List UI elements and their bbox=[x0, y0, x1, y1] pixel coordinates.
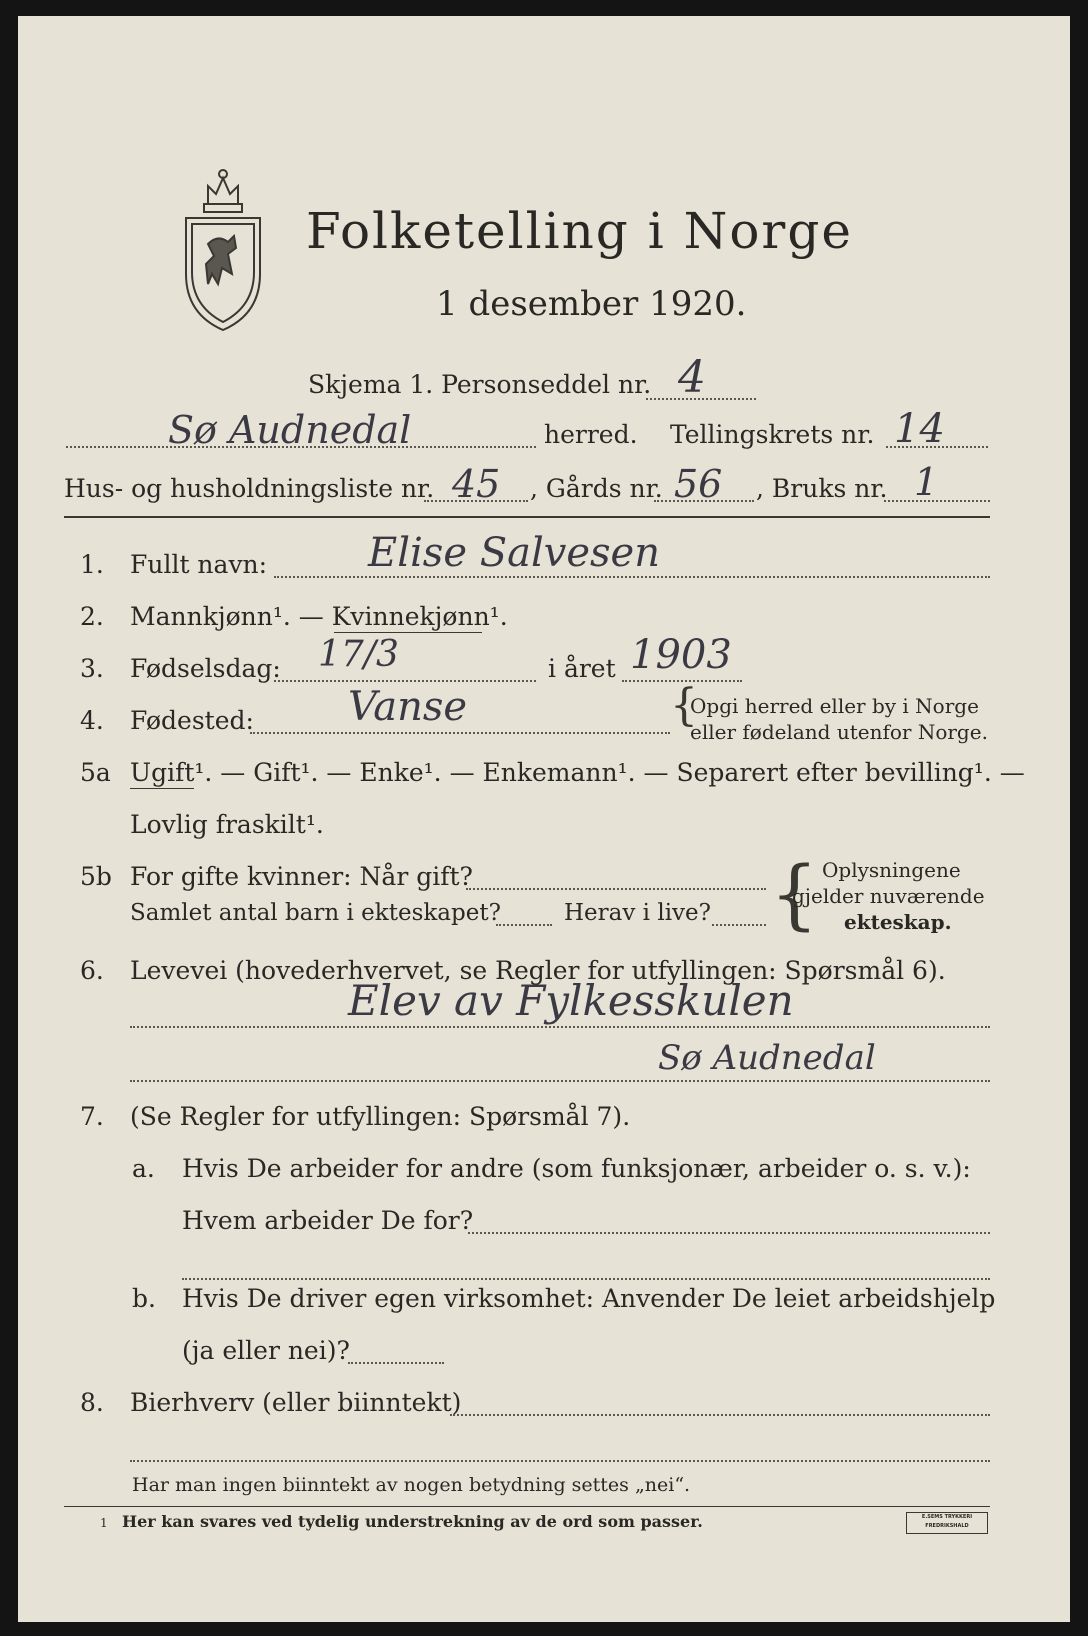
q5a-number: 5a bbox=[80, 758, 111, 787]
q4-note-line1: Opgi herred eller by i Norge bbox=[690, 694, 979, 718]
q7b-line1: Hvis De driver egen virksomhet: Anvender De leiet arbeidshjelp bbox=[182, 1284, 996, 1313]
form-date: 1 desember 1920. bbox=[436, 284, 747, 324]
q8-number: 8. bbox=[80, 1388, 104, 1417]
bruks-nr-value[interactable]: 1 bbox=[914, 460, 939, 504]
tellingskrets-label: Tellingskrets nr. bbox=[670, 420, 875, 449]
q3-year-label: i året bbox=[548, 654, 616, 683]
employer-field[interactable] bbox=[468, 1232, 990, 1234]
personseddel-nr-value[interactable]: 4 bbox=[678, 352, 706, 403]
printer-stamp: E.SEMS TRYKKERI FREDRIKSHALD bbox=[906, 1512, 988, 1534]
q7a-letter: a. bbox=[132, 1154, 155, 1183]
occupation-place-value[interactable]: Sø Audnedal bbox=[658, 1038, 876, 1078]
hired-help-field[interactable] bbox=[348, 1362, 444, 1364]
q6-label: Levevei (hovederhvervet, se Regler for utfyllingen: Spørsmål 6). bbox=[130, 956, 946, 985]
gards-label: , Gårds nr. bbox=[530, 474, 663, 503]
q1-number: 1. bbox=[80, 550, 104, 579]
gards-nr-value[interactable]: 56 bbox=[674, 462, 723, 506]
q7b-letter: b. bbox=[132, 1284, 156, 1313]
q4-number: 4. bbox=[80, 706, 104, 735]
kvinnekjonn-underline bbox=[334, 632, 482, 633]
census-form: Folketelling i Norge 1 desember 1920. Skjema 1. Personseddel nr. 4 Sø Audnedal herred. Tellingskrets nr. 14 Hus- og husholdningsliste nr. 45 , Gårds nr. 56 , Bruks nr. 1 1. Fullt navn: Elise Salvesen 2. Mannkjønn¹. — Kvinnekjønn¹. 3. Fødselsdag: 17/3 i året 1903 4. Fødested: Vanse { Opgi herred eller by i Norge eller fødeland utenfor Norge. 5a Ugift¹. — Gift¹. — Enke¹. — Enkemann¹. — Separert efter bevilling¹. — Lovlig fraskilt¹. 5b For gifte kvinner: Når gift? Samlet antal barn i ekteskapet? Herav i live? { Oplysningene gjelder nuværende ekteskap. 6. Levevei (hovederhvervet, se Regler for utfyllingen: Spørsmål 6). Elev av Fylkesskulen Sø Audnedal 7. (Se Regler for utfyllingen: Spørsmål 7). a. Hvis De arbeider for andre (som funksjonær, arbeider o. s. v.): Hvem arbeider De for? b. Hvis De driver egen virksomhet: Anvender De leiet arbeidshjelp (ja eller nei)? 8. Bierhverv (eller biinntekt) Har man ingen biinntekt av nogen betydning settes „nei“. 1 Her kan svares ved tydelig understrekning av de ord som passer. E.SEMS TRYKKERI FREDRIKSHALD bbox=[18, 16, 1070, 1622]
q3-label: Fødselsdag: bbox=[130, 654, 281, 683]
side-income-field[interactable] bbox=[450, 1414, 990, 1416]
header-divider bbox=[64, 516, 990, 518]
herred-label: herred. bbox=[544, 420, 638, 449]
full-name-value[interactable]: Elise Salvesen bbox=[368, 530, 660, 576]
q5b-note-line1: Oplysningene bbox=[822, 858, 961, 882]
q2-number: 2. bbox=[80, 602, 104, 631]
q5b-note-line3: ekteskap. bbox=[844, 910, 952, 934]
q5a-line1: Ugift¹. — Gift¹. — Enke¹. — Enkemann¹. — Separert efter bevilling¹. — bbox=[130, 758, 1025, 787]
skjema-label: Skjema 1. Personseddel nr. bbox=[308, 370, 652, 399]
hus-label: Hus- og husholdningsliste nr. bbox=[64, 474, 435, 503]
q7a-line1: Hvis De arbeider for andre (som funksjonær, arbeider o. s. v.): bbox=[182, 1154, 971, 1183]
q6-number: 6. bbox=[80, 956, 104, 985]
birthplace-value[interactable]: Vanse bbox=[348, 684, 468, 730]
q5b-line2b: Herav i live? bbox=[564, 900, 711, 926]
ugift-underline bbox=[130, 788, 194, 789]
q4-label: Fødested: bbox=[130, 706, 254, 735]
footer-note: Har man ingen biinntekt av nogen betydning settes „nei“. bbox=[132, 1474, 691, 1496]
q5b-line1: For gifte kvinner: Når gift? bbox=[130, 862, 473, 891]
bruks-label: , Bruks nr. bbox=[756, 474, 888, 503]
footnote-mark: 1 bbox=[100, 1516, 108, 1530]
birth-year-value[interactable]: 1903 bbox=[630, 632, 732, 678]
q5b-number: 5b bbox=[80, 862, 112, 891]
q3-number: 3. bbox=[80, 654, 104, 683]
occupation-value[interactable]: Elev av Fylkesskulen bbox=[348, 976, 794, 1025]
q5b-note-line2: gjelder nuværende bbox=[792, 884, 985, 908]
birthdate-value[interactable]: 17/3 bbox=[318, 634, 399, 675]
q8-label: Bierhverv (eller biinntekt) bbox=[130, 1388, 462, 1417]
q7-number: 7. bbox=[80, 1102, 104, 1131]
form-title: Folketelling i Norge bbox=[306, 202, 853, 260]
coat-of-arms-icon bbox=[178, 164, 268, 334]
q2-label: Mannkjønn¹. — Kvinnekjønn¹. bbox=[130, 602, 508, 631]
q5b-line2a: Samlet antal barn i ekteskapet? bbox=[130, 900, 501, 926]
q7-label: (Se Regler for utfyllingen: Spørsmål 7). bbox=[130, 1102, 631, 1131]
q5a-line2: Lovlig fraskilt¹. bbox=[130, 810, 324, 839]
footnote: Her kan svares ved tydelig understrekning av de ord som passer. bbox=[122, 1512, 703, 1531]
tellingskrets-value[interactable]: 14 bbox=[894, 406, 945, 452]
herred-value[interactable]: Sø Audnedal bbox=[168, 408, 412, 452]
q7b-line2: (ja eller nei)? bbox=[182, 1336, 350, 1365]
q7a-line2: Hvem arbeider De for? bbox=[182, 1206, 474, 1235]
q4-note-line2: eller fødeland utenfor Norge. bbox=[690, 720, 988, 744]
q1-label: Fullt navn: bbox=[130, 550, 268, 579]
footer-divider bbox=[64, 1506, 990, 1507]
hus-nr-value[interactable]: 45 bbox=[452, 462, 501, 506]
